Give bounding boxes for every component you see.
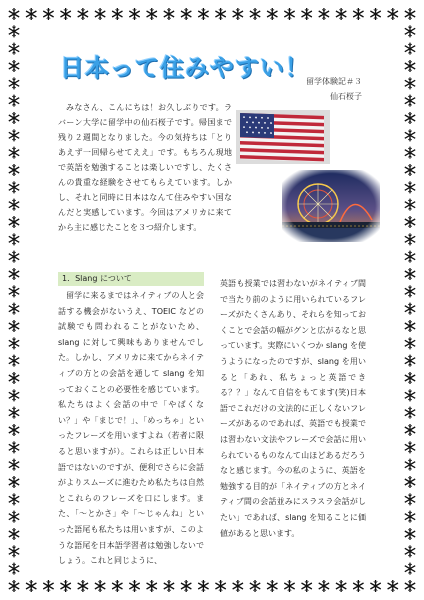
american-flag-photo — [236, 110, 330, 164]
page-title: 日本って住みやすい！ — [60, 54, 310, 82]
section-body-right: 英語も授業では習わないがネイティブ間で当たり前のように用いられているフレーズがたくさんあり、それらを知っておくことで会話の幅がグンと広がるなと思っています。実際にいくつか slang を使うようになったのですが、slang を用いると「あれ、私ちょっと英語できる？？」なんて自信をもてます(笑)日本語でこれだけの文法的に正しくないフレーズがあるのであれば、英語でも授業では習わない文法やフレーズで会話に用いられているものなんて山ほどあるだろうなと感じます。今の私のように、英語を勉強する目的が「ネイティブの方とネイティブ間の会話並みにスラスラ会話がしたい」であれば、slang を知ることに価値があると思います。 — [220, 279, 366, 538]
amusement-park-photo — [282, 170, 380, 242]
section-body-left: 留学に来るまではネイティブの人と会話する機会がないうえ、TOEIC などの試験でも問われることがないため、slang に対して興味もありませんでした。しかし、アメリカに来てからネイティブの方との会話を通して slang を知っておくことの必要性を感じています。私たちはよく会話の中で「やばくない？」や「まじで！」、「めっちゃ」といったフレーズを用いますよね（若者に限ると思いますが）。これらは正しい日本語ではないのですが、便利でさらに会話がよりスムーズに進むため私たちは自然とこれらのフレーズを口にします。また、「～とかさ」や「～じゃんね」といった語尾も私たちは用いますが、このような語尾を日本語学習者は勉強しないでしょう。これと同じように、 — [58, 291, 204, 566]
section-heading: 1．Slang について — [58, 272, 204, 286]
intro-paragraph: みなさん、こんにちは！お久しぶりです。ラバーン大学に留学中の仙石桜子です。帰国まで残り２週間となりました。今の気持ちは「とりあえず一回帰らせてええ」です。もちろん現地で英語を勉強することは楽しいですし、たくさんの貴重な経験をさせてもらえています。しかし、それと同時に日本はなんて住みやすい国なんだと実感しています。今回はアメリカに来てから主に感じたことを３つ紹介します。 — [58, 103, 232, 232]
series-label: 留学体験記＃３ — [306, 77, 362, 86]
article-column-right — [220, 276, 366, 541]
author-name: 仙石桜子 — [330, 92, 362, 101]
article-column-left — [58, 272, 204, 569]
